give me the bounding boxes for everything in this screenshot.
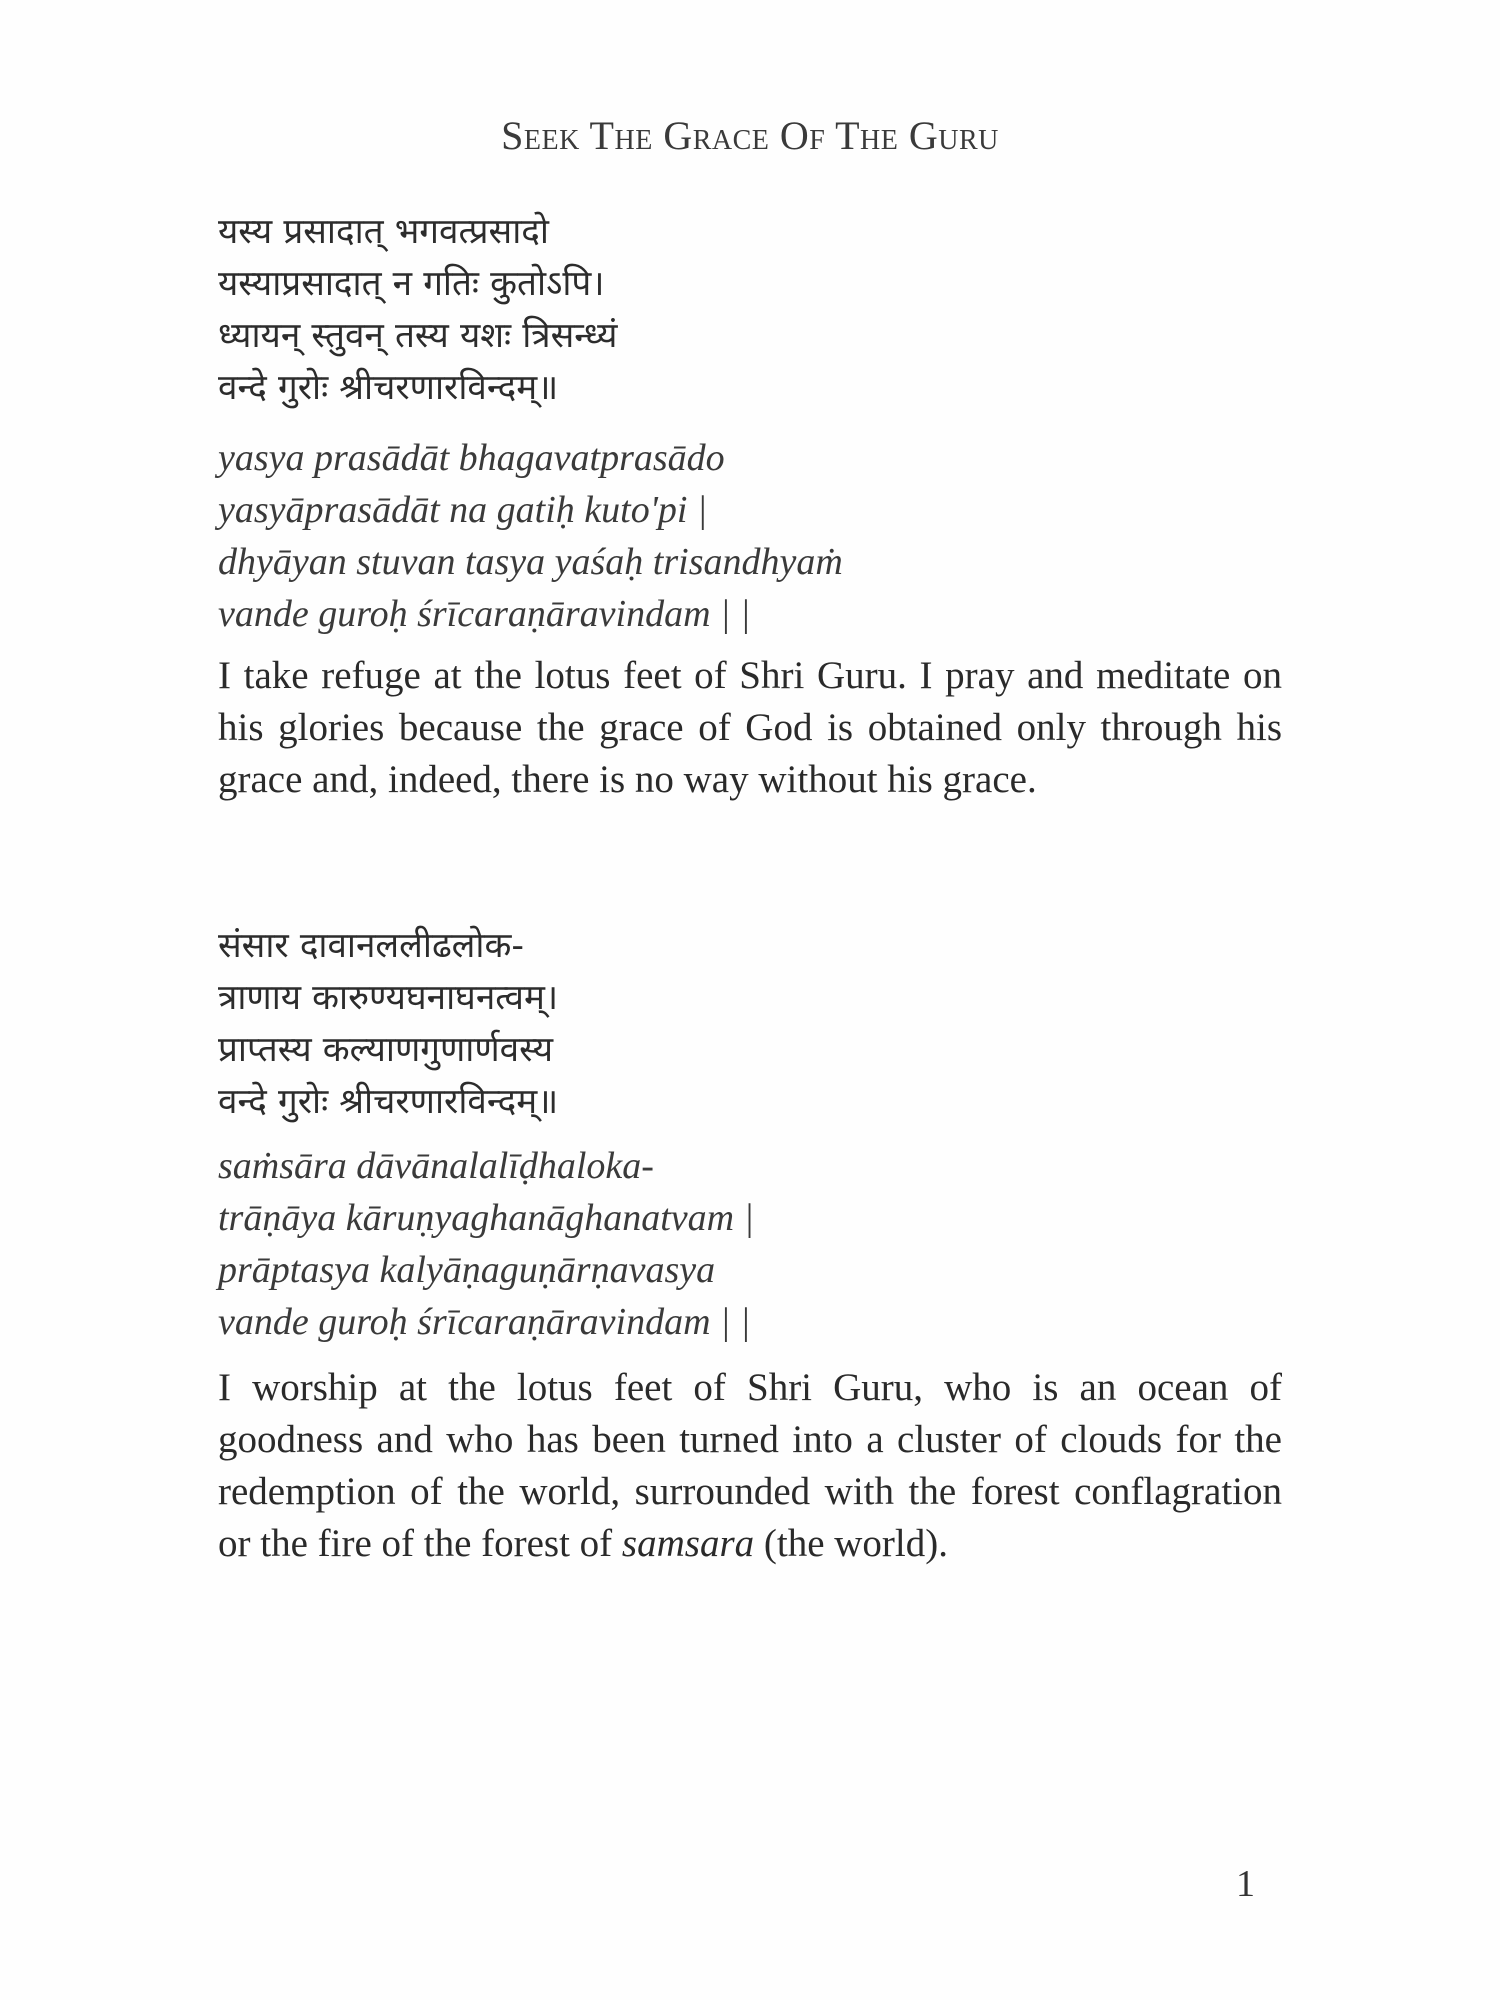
verse-line: त्राणाय कारुण्यघनाघनत्वम्। bbox=[218, 978, 559, 1018]
verse-line: यस्य प्रसादात् भगवत्प्रसादो bbox=[218, 212, 549, 252]
translation-text: I worship at the lotus feet of Shri Guru, who is an ocean of goodness and who has been turned into a cluster of clouds for the redemption of the world, surrounded with the forest conflagration or the fire of the forest of bbox=[218, 1366, 1282, 1565]
verse-line: ध्यायन् स्तुवन् तस्य यशः त्रिसन्ध्यं bbox=[218, 316, 618, 356]
transliteration-line: vande guroḥ śrīcaraṇāravindam | | bbox=[218, 1301, 751, 1343]
translation-italic-term: samsara bbox=[621, 1522, 755, 1565]
running-head: Seek The Grace Of The Guru bbox=[501, 113, 999, 158]
transliteration-line: vande guroḥ śrīcaraṇāravindam | | bbox=[218, 593, 751, 635]
verse-2-translation bbox=[218, 1362, 1282, 1570]
verse-line: यस्याप्रसादात् न गतिः कुतोऽपि। bbox=[218, 264, 605, 304]
verse-line: वन्दे गुरोः श्रीचरणारविन्दम्॥ bbox=[218, 1082, 559, 1122]
verse-2-devanagari bbox=[218, 920, 1282, 1128]
verse-1-translation: I take refuge at the lotus feet of Shri Guru. I pray and meditate on his glories because the grace of God is obtained only through his grace and, indeed, there is no way without his grace. bbox=[218, 654, 1282, 801]
transliteration-line: yasya prasādāt bhagavatprasādo bbox=[218, 437, 725, 479]
translation-text-end: (the world). bbox=[754, 1522, 948, 1565]
verse-1-transliteration bbox=[218, 432, 1282, 640]
verse-line: वन्दे गुरोः श्रीचरणारविन्दम्॥ bbox=[218, 368, 559, 408]
transliteration-line: trāṇāya kāruṇyaghanāghanatvam | bbox=[218, 1197, 755, 1239]
verse-2-transliteration bbox=[218, 1140, 1282, 1348]
verse-line: प्राप्तस्य कल्याणगुणार्णवस्य bbox=[218, 1030, 554, 1070]
transliteration-line: saṁsāra dāvānalalīḍhaloka- bbox=[218, 1145, 654, 1187]
transliteration-line: prāptasya kalyāṇaguṇārṇavasya bbox=[218, 1249, 716, 1291]
verse-line: संसार दावानललीढलोक- bbox=[218, 926, 524, 966]
verse-1-devanagari bbox=[218, 206, 1282, 414]
page-number: 1 bbox=[1236, 1863, 1255, 1905]
transliteration-line: yasyāprasādāt na gatiḥ kuto'pi | bbox=[218, 489, 708, 531]
transliteration-line: dhyāyan stuvan tasya yaśaḥ trisandhyaṁ bbox=[218, 541, 843, 583]
